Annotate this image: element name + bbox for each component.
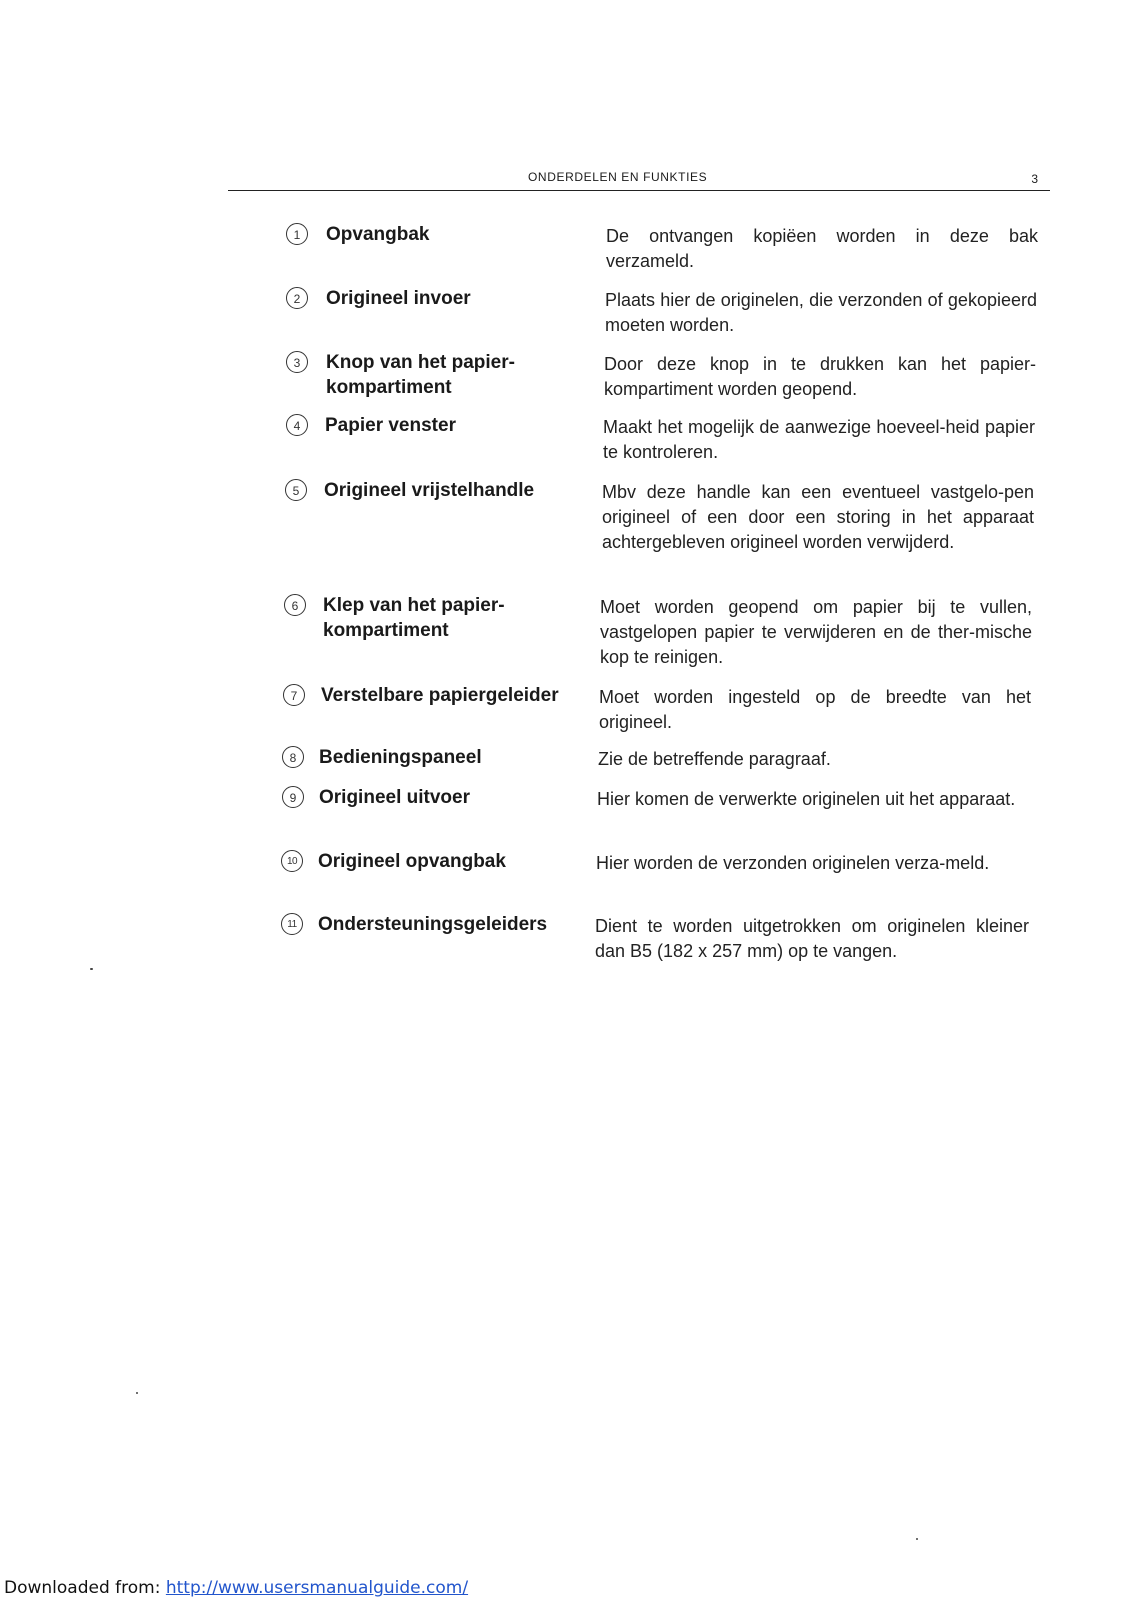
item-number: 2 [286,287,308,309]
item-description: Maakt het mogelijk de aanwezige hoeveel-heid papier te kontroleren. [603,417,1035,462]
item-term: Ondersteuningsgeleiders [318,914,548,935]
item-term: Opvangbak [326,224,430,245]
item-term: Knop van het papier- kompartiment [326,352,515,398]
header-rule [228,190,1050,191]
item-number: 7 [283,684,305,706]
item-number: 4 [286,414,308,436]
item-number: 1 [286,223,308,245]
header-title: ONDERDELEN EN FUNKTIES [528,170,708,184]
item-number: 11 [281,913,303,935]
item-term: Papier venster [325,415,456,436]
footer-link[interactable]: http://www.usersmanualguide.com/ [165,1578,469,1598]
item-term: Bedieningspaneel [319,747,482,768]
item-term: Origineel opvangbak [318,851,506,872]
item-description: Plaats hier de originelen, die verzonden of gekopieerd moeten worden. [605,290,1037,335]
page-number: 3 [1031,172,1038,186]
item-term: Klep van het papier- kompartiment [323,595,505,641]
item-description: Moet worden geopend om papier bij te vullen, vastgelopen papier te verwijderen en de ther-mische kop te reinigen. [600,597,1032,667]
download-footer [4,1578,468,1598]
item-description: Hier worden de verzonden originelen verza-meld. [596,853,990,873]
item-term: Origineel invoer [326,288,471,309]
item-number: 5 [285,479,307,501]
scan-speck [90,968,93,970]
item-term: Origineel vrijstelhandle [324,480,535,501]
item-description: Mbv deze handle kan een eventueel vastgelo-pen origineel of een door een storing in het apparaat achtergebleven origineel worden verwijderd. [602,482,1034,552]
item-number: 9 [282,786,304,808]
item-term: Verstelbare papiergeleider [321,685,559,706]
scan-speck [916,1538,918,1540]
item-number: 8 [282,746,304,768]
item-description: Hier komen de verwerkte originelen uit het apparaat. [597,789,1016,809]
item-term: Origineel uitvoer [319,787,470,808]
footer-prefix: Downloaded from: [4,1578,166,1598]
item-description: Moet worden ingesteld op de breedte van het origineel. [599,687,1031,732]
item-description: Door deze knop in te drukken kan het papier-kompartiment worden geopend. [604,354,1036,399]
item-description: Dient te worden uitgetrokken om originelen kleiner dan B5 (182 x 257 mm) op te vangen. [595,916,1029,961]
item-number: 10 [281,850,303,872]
item-number: 3 [286,351,308,373]
item-description: De ontvangen kopiëen worden in deze bak verzameld. [606,226,1038,271]
scan-speck [136,1392,138,1394]
running-header [228,170,1050,190]
item-number: 6 [284,594,306,616]
item-description: Zie de betreffende paragraaf. [598,749,831,769]
